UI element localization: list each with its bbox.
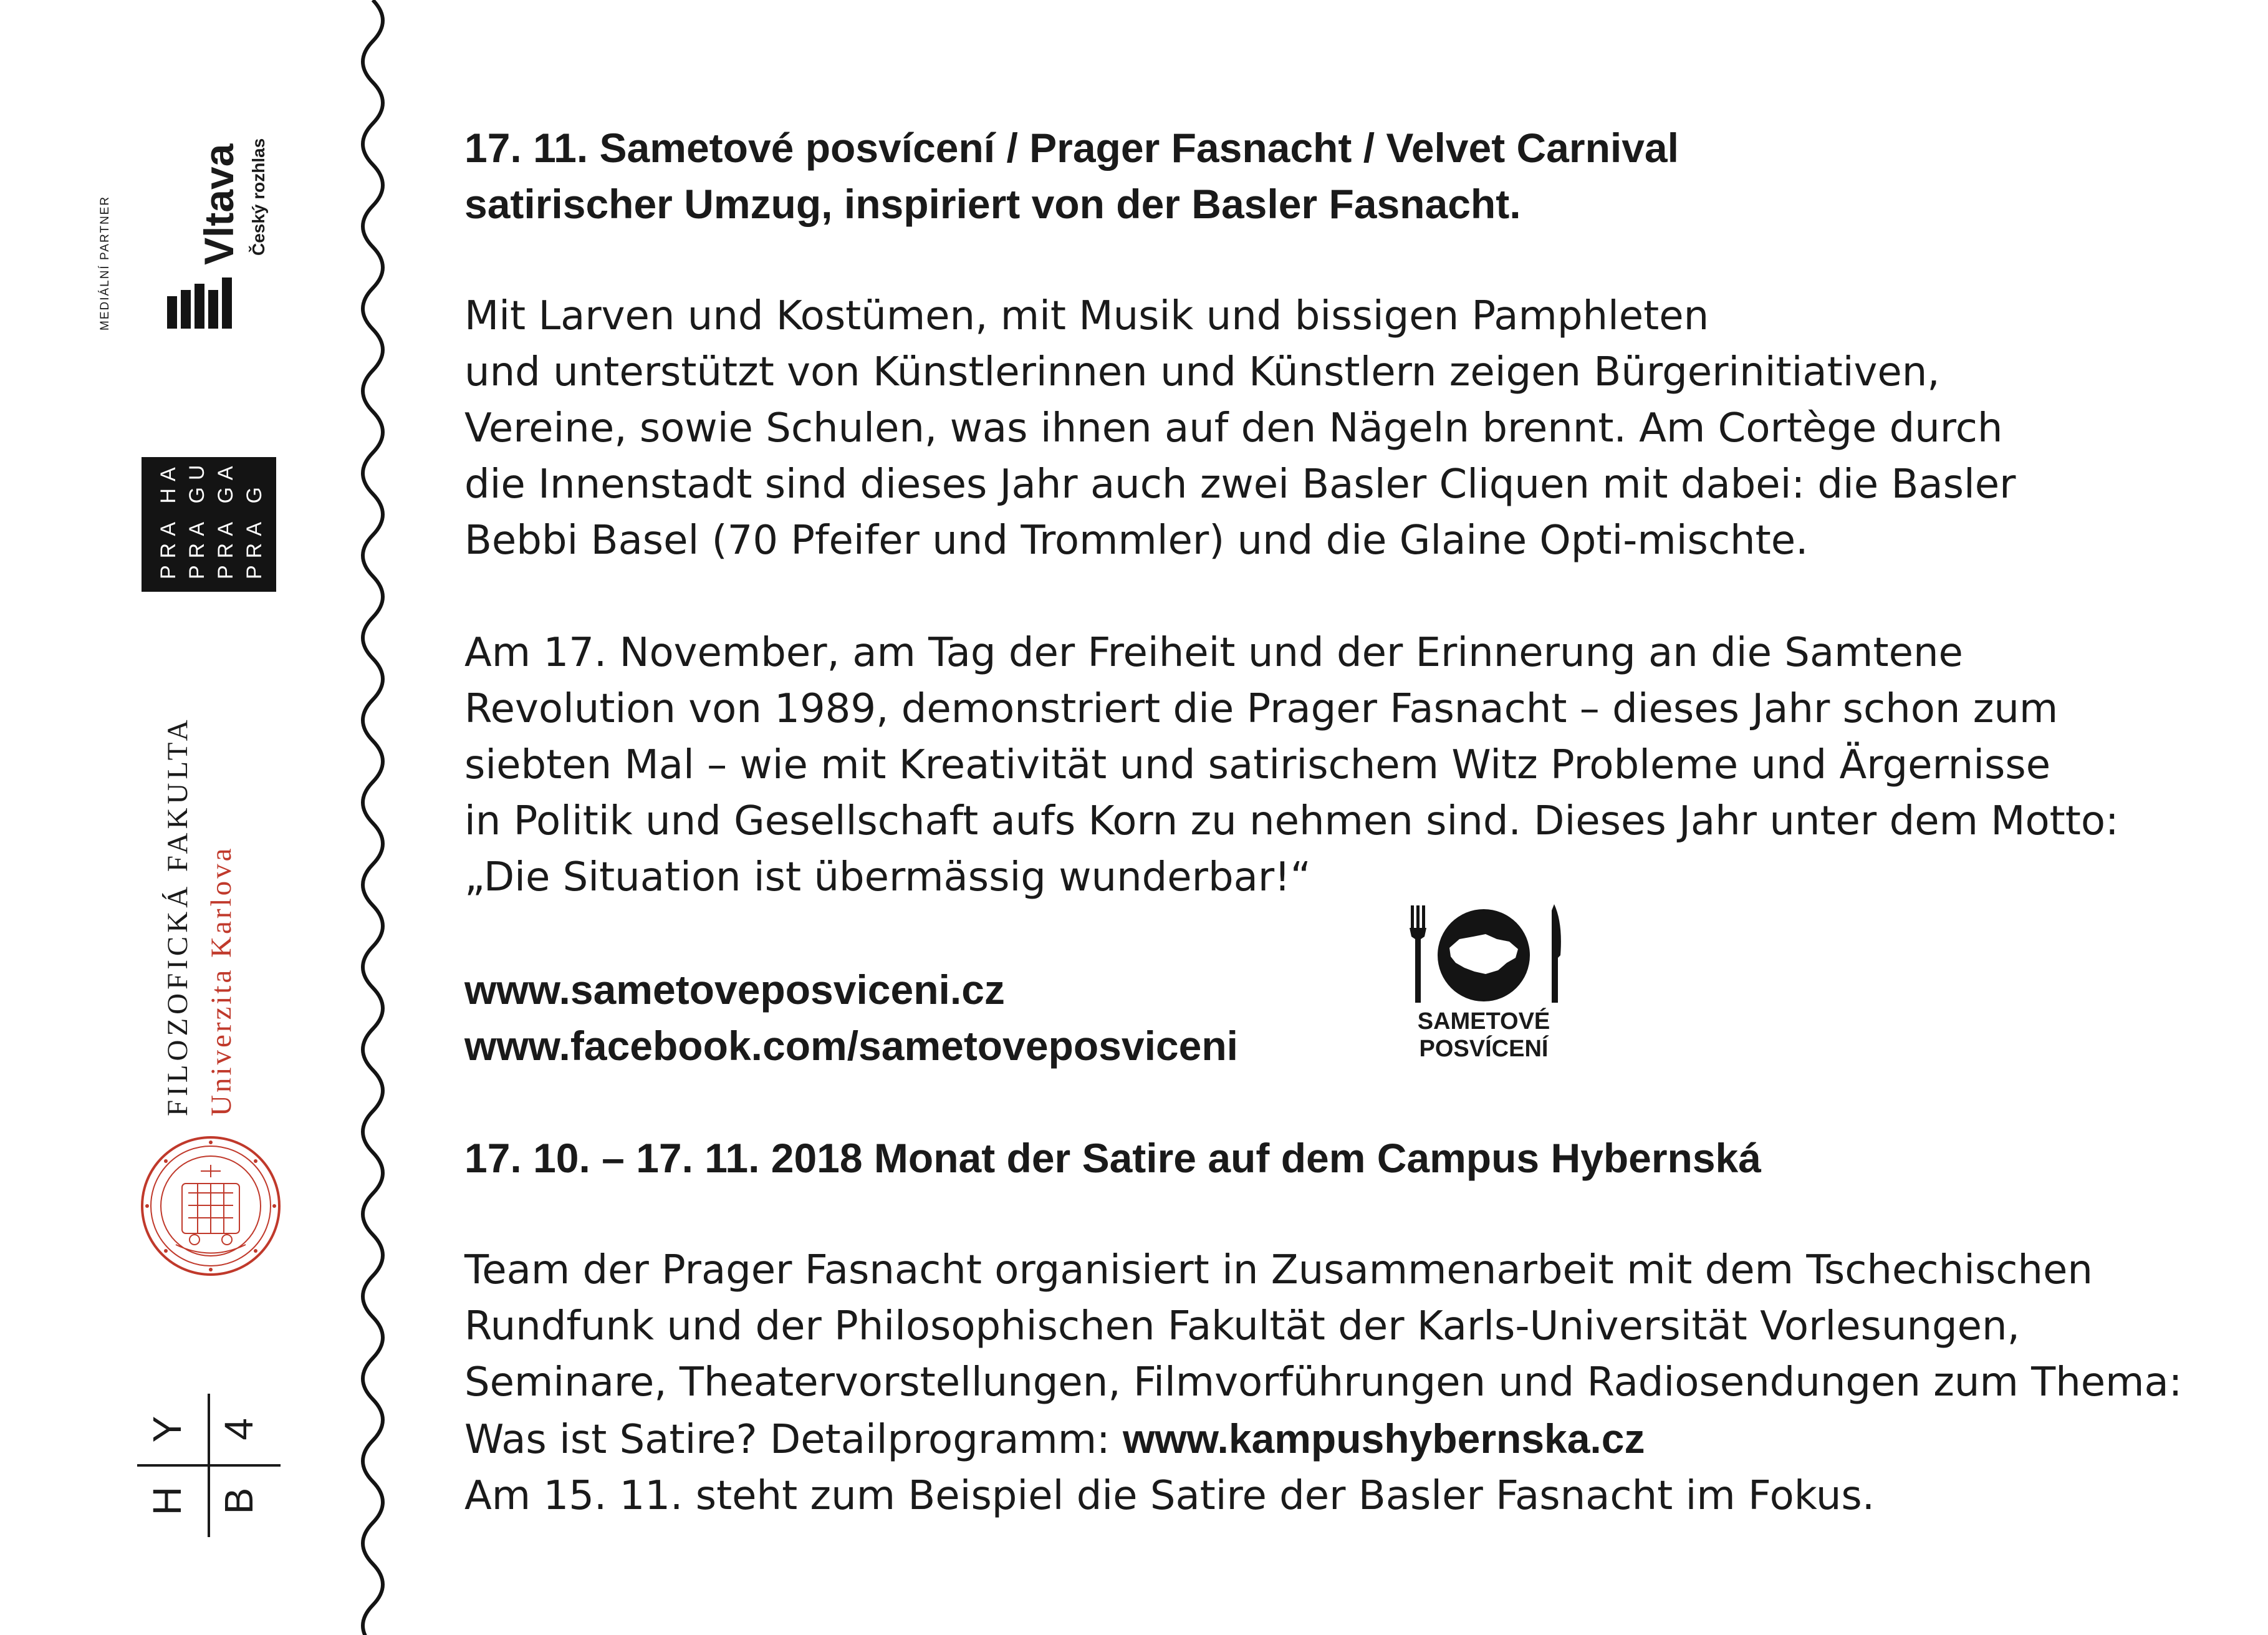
para3-line: Seminare, Theatervorstellungen, Filmvorführungen und Radiosendungen zum Thema: [464,1359,2183,1406]
sametove-posviceni-logo-text [1403,1008,1565,1063]
sp-logo-line1: SAMETOVÉ [1417,1008,1550,1035]
media-partner-label: MEDIÁLNÍ PARTNER [99,195,112,330]
wavy-divider [354,0,392,1635]
para2-line: Am 17. November, am Tag der Freiheit und der Erinnerung an die Samtene [464,630,1963,676]
praha-logo-line: PRA HA [156,460,180,579]
sp-logo-line2: POSVÍCENÍ [1419,1036,1549,1062]
heading2: 17. 10. – 17. 11. 2018 Monat der Satire auf dem Campus Hybernská [464,1135,1761,1181]
vltava-name: Vltava [196,143,242,265]
main-content [464,120,2247,1524]
vltava-logo-icon [167,277,236,329]
university-seal-icon [138,1134,283,1278]
hyb4-letter-4: 4 [216,1418,261,1440]
hyb4-letter-h: H [145,1486,190,1516]
heading-line2: satirischer Umzug, inspiriert von der Basler Fasnacht. [464,181,1521,227]
praha-logo [142,436,276,592]
sidebar [0,0,349,1635]
para3-prefix: Was ist Satire? Detailprogramm: [464,1417,1123,1463]
hyb4-letter-b: B [216,1487,261,1515]
heading-line1: 17. 11. Sametové posvícení / Prager Fasnacht / Velvet Carnival [464,125,1679,171]
vltava-subtitle: Český rozhlas [249,138,268,256]
para1-line: die Innenstadt sind dieses Jahr auch zwei Basler Cliquen mit dabei: die Basler [464,461,2016,508]
para1-line: Vereine, sowie Schulen, was ihnen auf den Nägeln brennt. Am Cortège durch [464,405,2003,451]
para3-line: Rundfunk und der Philosophischen Fakultät der Karls-Universität Vorlesungen, [464,1303,2020,1349]
hyb4-logo [137,1394,281,1537]
link-website[interactable]: www.sametoveposviceni.cz [464,967,1005,1013]
para1-line: Bebbi Basel (70 Pfeifer und Trommler) und die Glaine Opti-mischte. [464,518,1809,564]
para2-line: Revolution von 1989, demonstriert die Prager Fasnacht – dieses Jahr schon zum [464,686,2059,732]
praha-logo-line: PRA GA [214,459,238,579]
faculty-university: Univerzita Karlova [205,846,238,1116]
link-facebook[interactable]: www.facebook.com/sametoveposviceni [464,1023,1238,1069]
praha-logo-line: PRA G [243,480,266,579]
para3-final: Am 15. 11. steht zum Beispiel die Satire der Basler Fasnacht im Fokus. [464,1473,1875,1519]
link-kampus[interactable]: www.kampushybernska.cz [1122,1416,1645,1462]
para2-line: siebten Mal – wie mit Kreativität und satirischem Witz Probleme und Ärgernisse [464,742,2051,788]
para3-line: Team der Prager Fasnacht organisiert in Zusammenarbeit mit dem Tschechischen [464,1247,2093,1293]
faculty-name: FILOZOFICKÁ FAKULTA [161,716,194,1116]
praha-logo-line: PRA GUE [185,436,209,579]
para1-line: und unterstützt von Künstlerinnen und Künstlern zeigen Bürgerinitiativen, [464,349,1940,395]
para2-line: in Politik und Gesellschaft aufs Korn zu nehmen sind. Dieses Jahr unter dem Motto: [464,798,2119,844]
para3-line-program [464,1411,2247,1468]
para2-line: „Die Situation ist übermässig wunderbar!“ [464,854,1311,900]
para1-line: Mit Larven und Kostümen, mit Musik und bissigen Pamphleten [464,293,1709,339]
wavy-divider-path [363,0,383,1635]
hyb4-letter-y: Y [145,1416,190,1443]
